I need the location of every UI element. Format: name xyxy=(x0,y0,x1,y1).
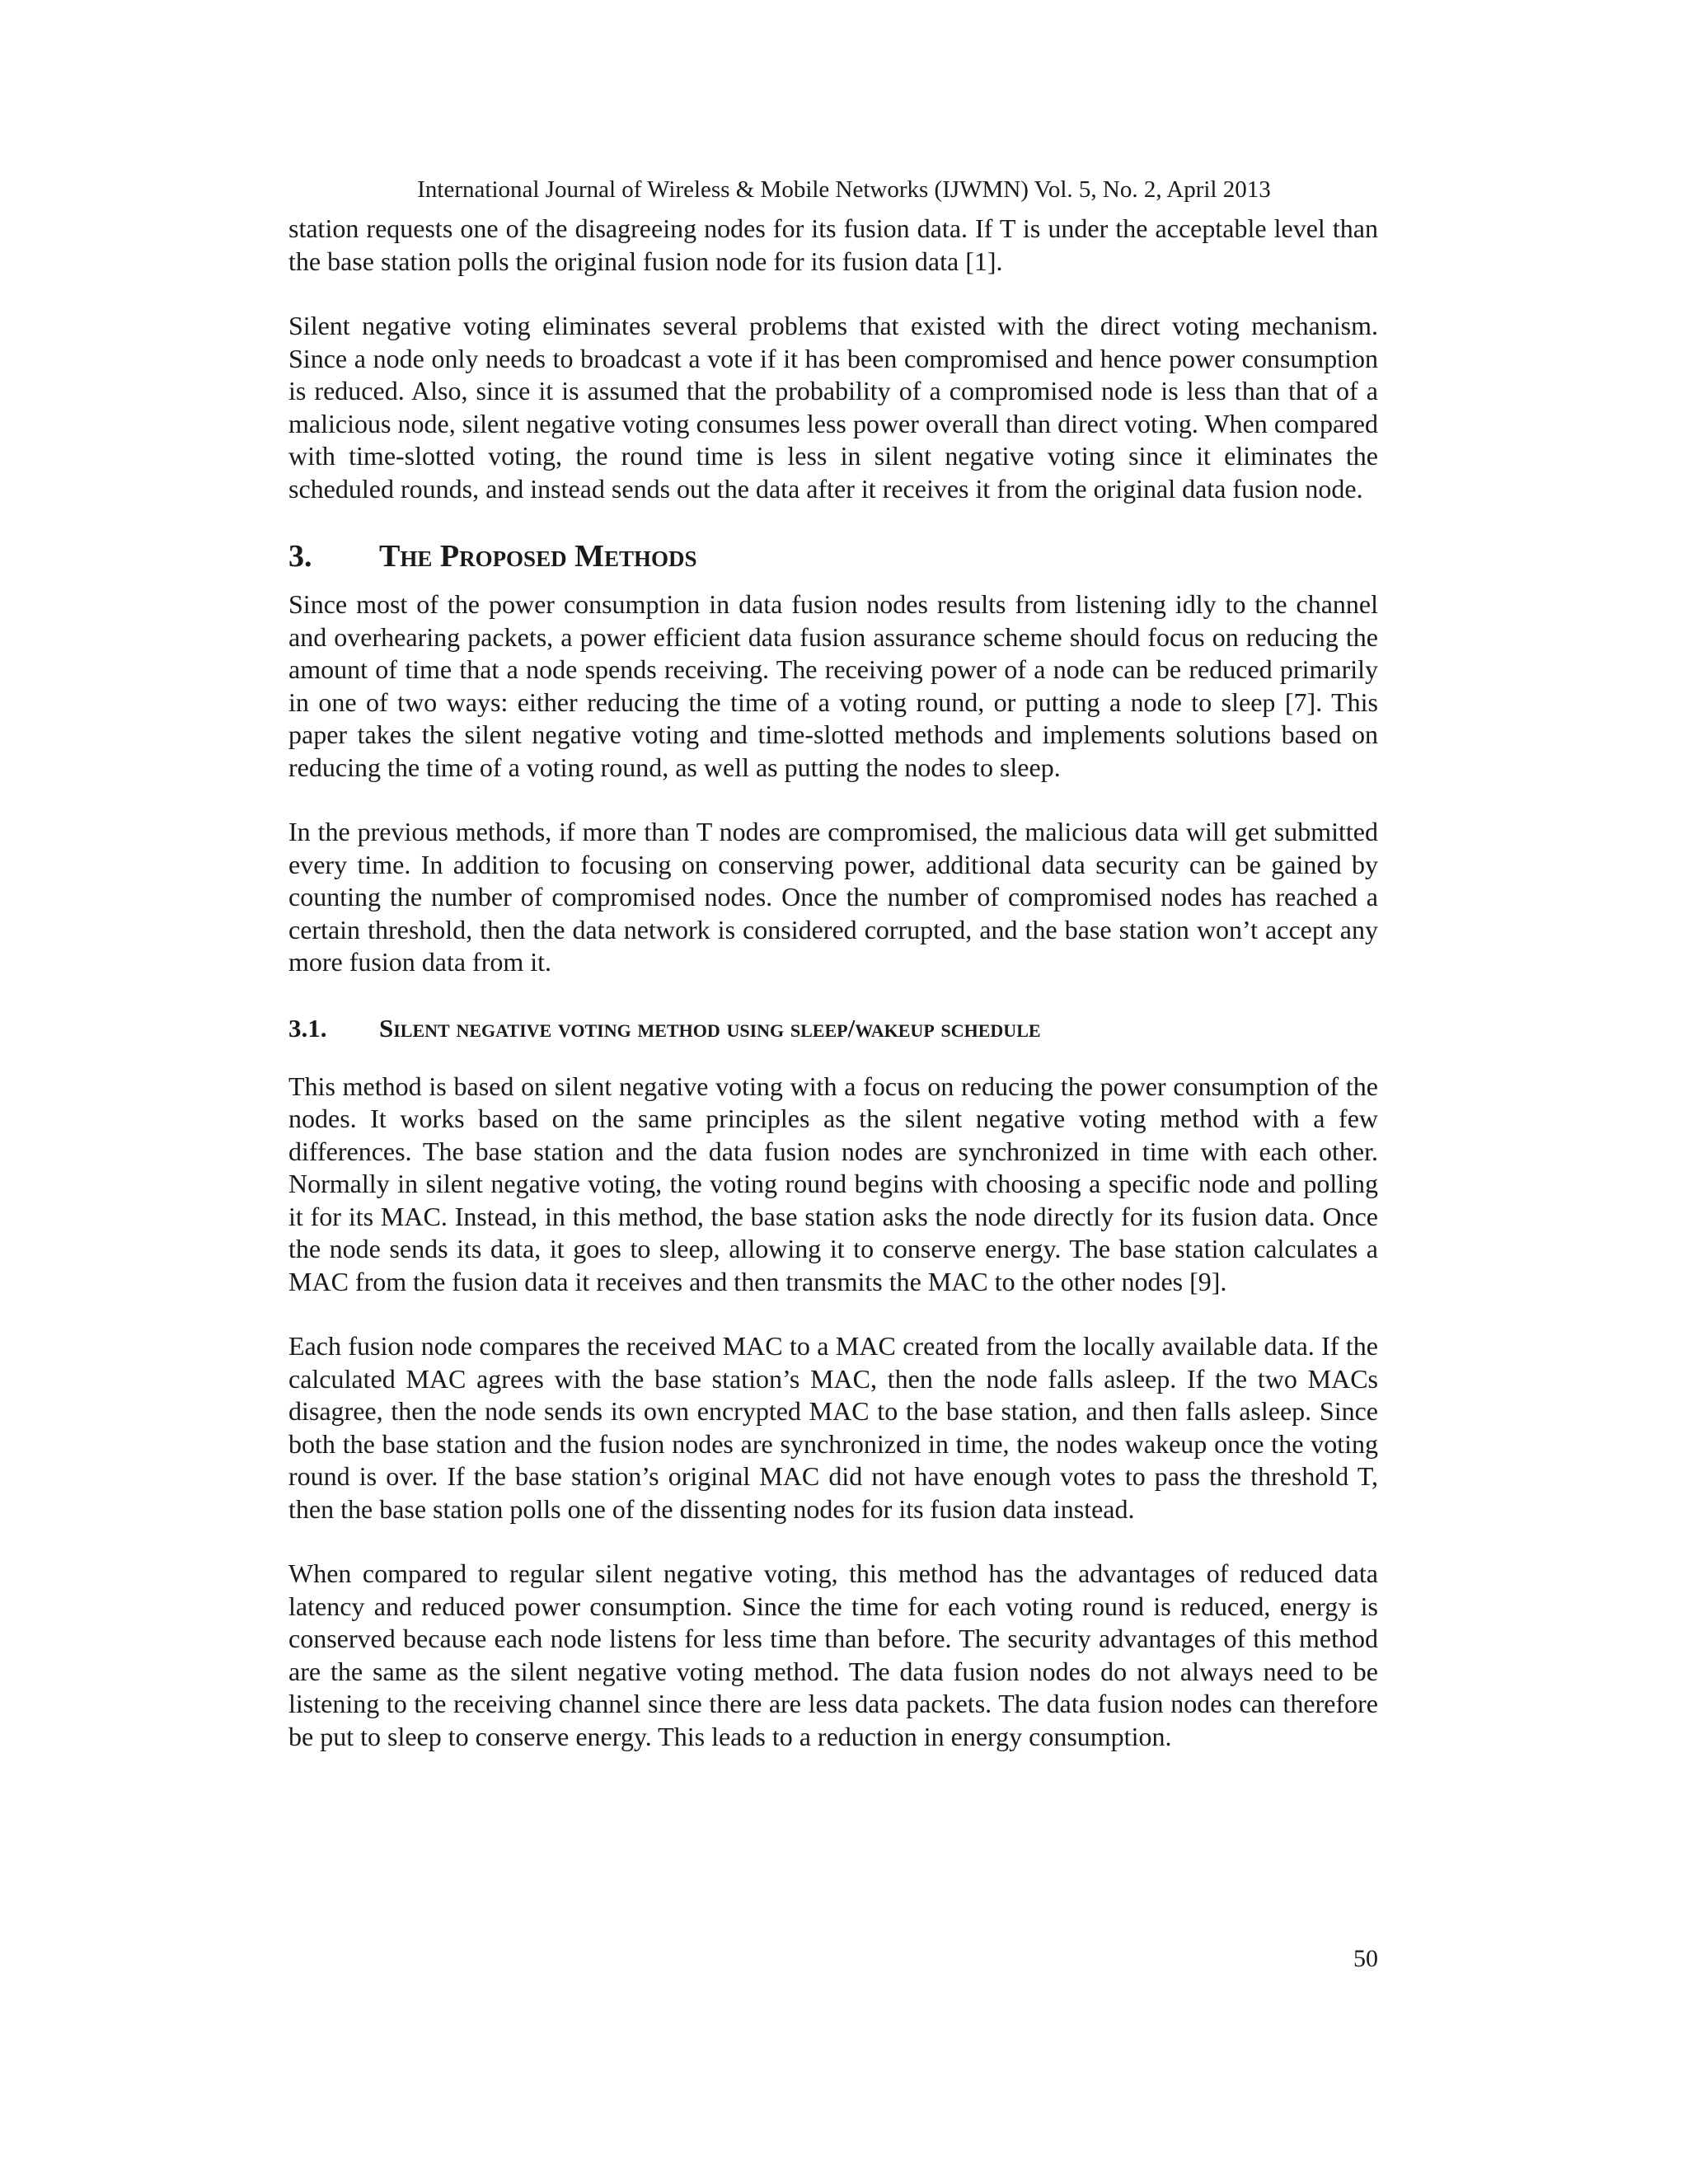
running-header: International Journal of Wireless & Mobile Networks (IJWMN) Vol. 5, No. 2, April 2013 xyxy=(417,176,1271,203)
section-3-heading xyxy=(288,537,1378,575)
section-3-number: 3. xyxy=(288,539,312,574)
paragraph-silent-negative-voting: Silent negative voting eliminates several problems that existed with the direct voting mechanism. Since a node only needs to broadcast a vote if it has been compromised and hence power consumption is reduced. Also, since it is assumed that the probability of a compromised node is less than that of a malicious node, silent negative voting consumes less power overall than direct voting. When compared with time-slotted voting, the round time is less in silent negative voting since it eliminates the scheduled rounds, and instead sends out the data after it receives it from the original data fusion node. xyxy=(288,311,1378,504)
paragraph-continuation: station requests one of the disagreeing nodes for its fusion data. If T is under the acceptable level than the base station polls the original fusion node for its fusion data [1]. xyxy=(288,213,1378,276)
section-3-1-title: Silent negative voting method using sleep/wakeup schedule xyxy=(379,1013,1041,1043)
section-3-1-number: 3.1. xyxy=(288,1013,327,1043)
page-number: 50 xyxy=(1353,1945,1378,1972)
section-3-paragraph-2: In the previous methods, if more than T nodes are compromised, the malicious data will get submitted every time. In addition to focusing on conserving power, additional data security can be gained by counting the number of compromised nodes. Once the number of compromised nodes has reached a certain threshold, then the data network is considered corrupted, and the base station won’t accept any more fusion data from it. xyxy=(288,817,1378,977)
section-3-1-paragraph-1: This method is based on silent negative voting with a focus on reducing the power consumption of the nodes. It works based on the same principles as the silent negative voting method with a few differences. The base station and the data fusion nodes are synchronized in time with each other. Normally in silent negative voting, the voting round begins with choosing a specific node and polling it for its MAC. Instead, in this method, the base station asks the node directly for its fusion data. Once the node sends its data, it goes to sleep, allowing it to conserve energy. The base station calculates a MAC from the fusion data it receives and then transmits the MAC to the other nodes [9]. xyxy=(288,1071,1378,1296)
section-3-title: The Proposed Methods xyxy=(379,539,697,574)
section-3-paragraph-1: Since most of the power consumption in data fusion nodes results from listening idly to the channel and overhearing packets, a power efficient data fusion assurance scheme should focus on reducing the amount of time that a node spends receiving. The receiving power of a node can be reduced primarily in one of two ways: either reducing the time of a voting round, or putting a node to sleep [7]. This paper takes the silent negative voting and time-slotted methods and implements solutions based on reducing the time of a voting round, as well as putting the nodes to sleep. xyxy=(288,589,1378,782)
page-body xyxy=(288,213,1378,1785)
section-3-1-paragraph-3: When compared to regular silent negative voting, this method has the advantages of reduced data latency and reduced power consumption. Since the time for each voting round is reduced, energy is conserved because each node listens for less time than before. The security advantages of this method are the same as the silent negative voting method. The data fusion nodes do not always need to be listening to the receiving channel since there are less data packets. The data fusion nodes can therefore be put to sleep to conserve energy. This leads to a reduction in energy consumption. xyxy=(288,1558,1378,1751)
section-3-1-heading xyxy=(288,1011,1378,1046)
section-3-1-paragraph-2: Each fusion node compares the received MAC to a MAC created from the locally available data. If the calculated MAC agrees with the base station’s MAC, then the node falls asleep. If the two MACs disagree, then the node sends its own encrypted MAC to the base station, and then falls asleep. Since both the base station and the fusion nodes are synchronized in time, the nodes wakeup once the voting round is over. If the base station’s original MAC did not have enough votes to pass the threshold T, then the base station polls one of the dissenting nodes for its fusion data instead. xyxy=(288,1331,1378,1524)
